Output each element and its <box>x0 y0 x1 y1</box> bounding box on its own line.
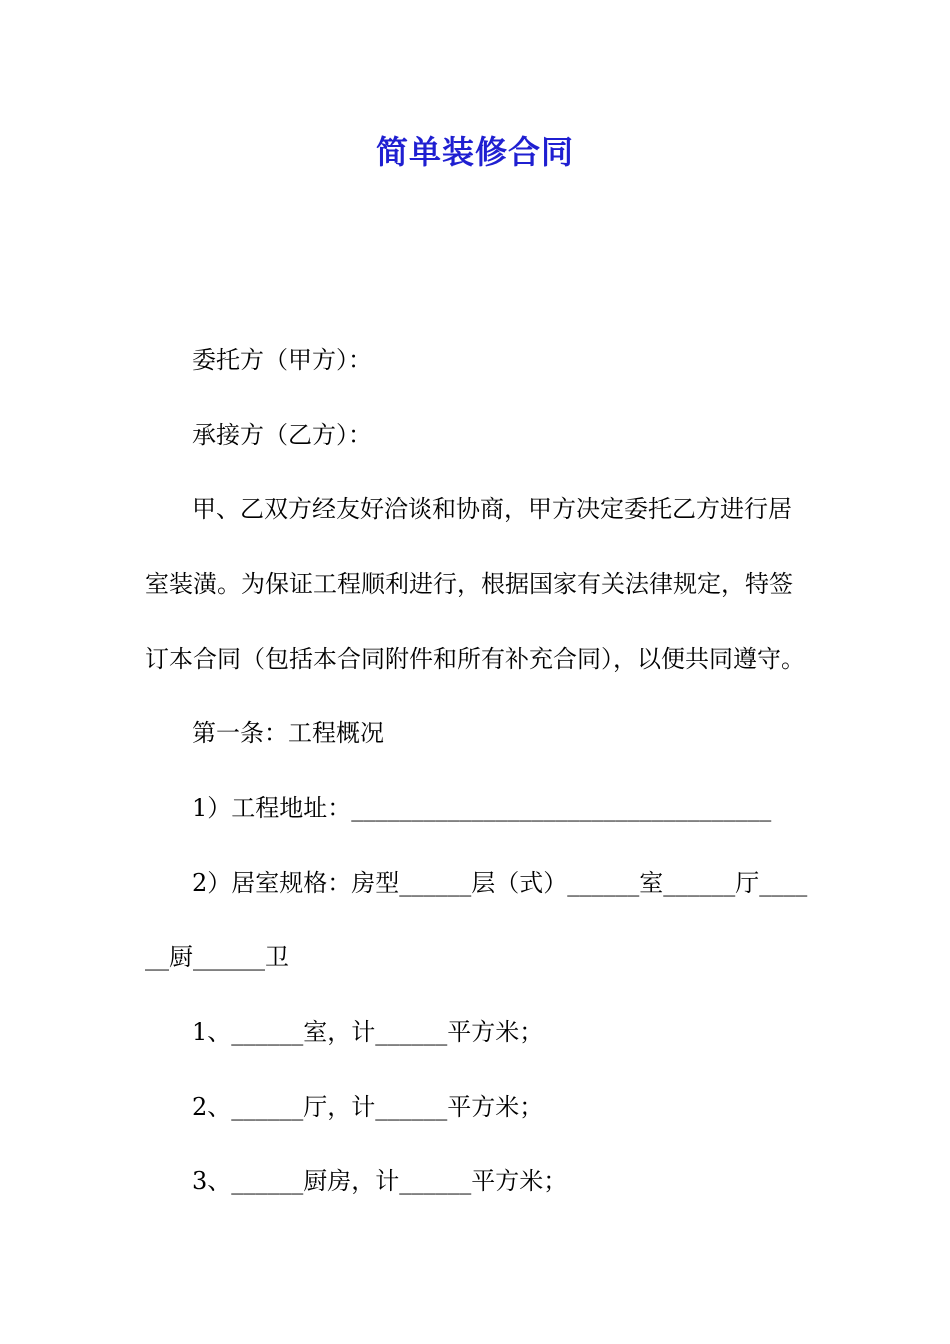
room-spec-line-2: __厨______卫 <box>145 943 289 971</box>
intro-paragraph-line-2: 室装潢。为保证工程顺利进行，根据国家有关法律规定，特签 <box>145 570 793 598</box>
intro-paragraph-line-3: 订本合同（包括本合同附件和所有补充合同），以便共同遵守。 <box>145 645 805 673</box>
document-title: 简单装修合同 <box>375 133 574 171</box>
article-1-heading: 第一条：工程概况 <box>192 719 384 747</box>
party-a-line: 委托方（甲方）： <box>192 346 372 374</box>
intro-paragraph-line-1: 甲、乙双方经友好洽谈和协商，甲方决定委托乙方进行居 <box>192 495 792 523</box>
project-address-line: 1）工程地址：___________________________________ <box>192 794 772 822</box>
party-b-line: 承接方（乙方）： <box>192 421 372 449</box>
room-area-item-1: 1、______室，计______平方米； <box>192 1018 544 1046</box>
room-area-item-3: 3、______厨房，计______平方米； <box>192 1167 568 1195</box>
room-spec-line-1: 2）居室规格：房型______层（式）______室______厅____ <box>192 869 808 897</box>
room-area-item-2: 2、______厅，计______平方米； <box>192 1093 544 1121</box>
